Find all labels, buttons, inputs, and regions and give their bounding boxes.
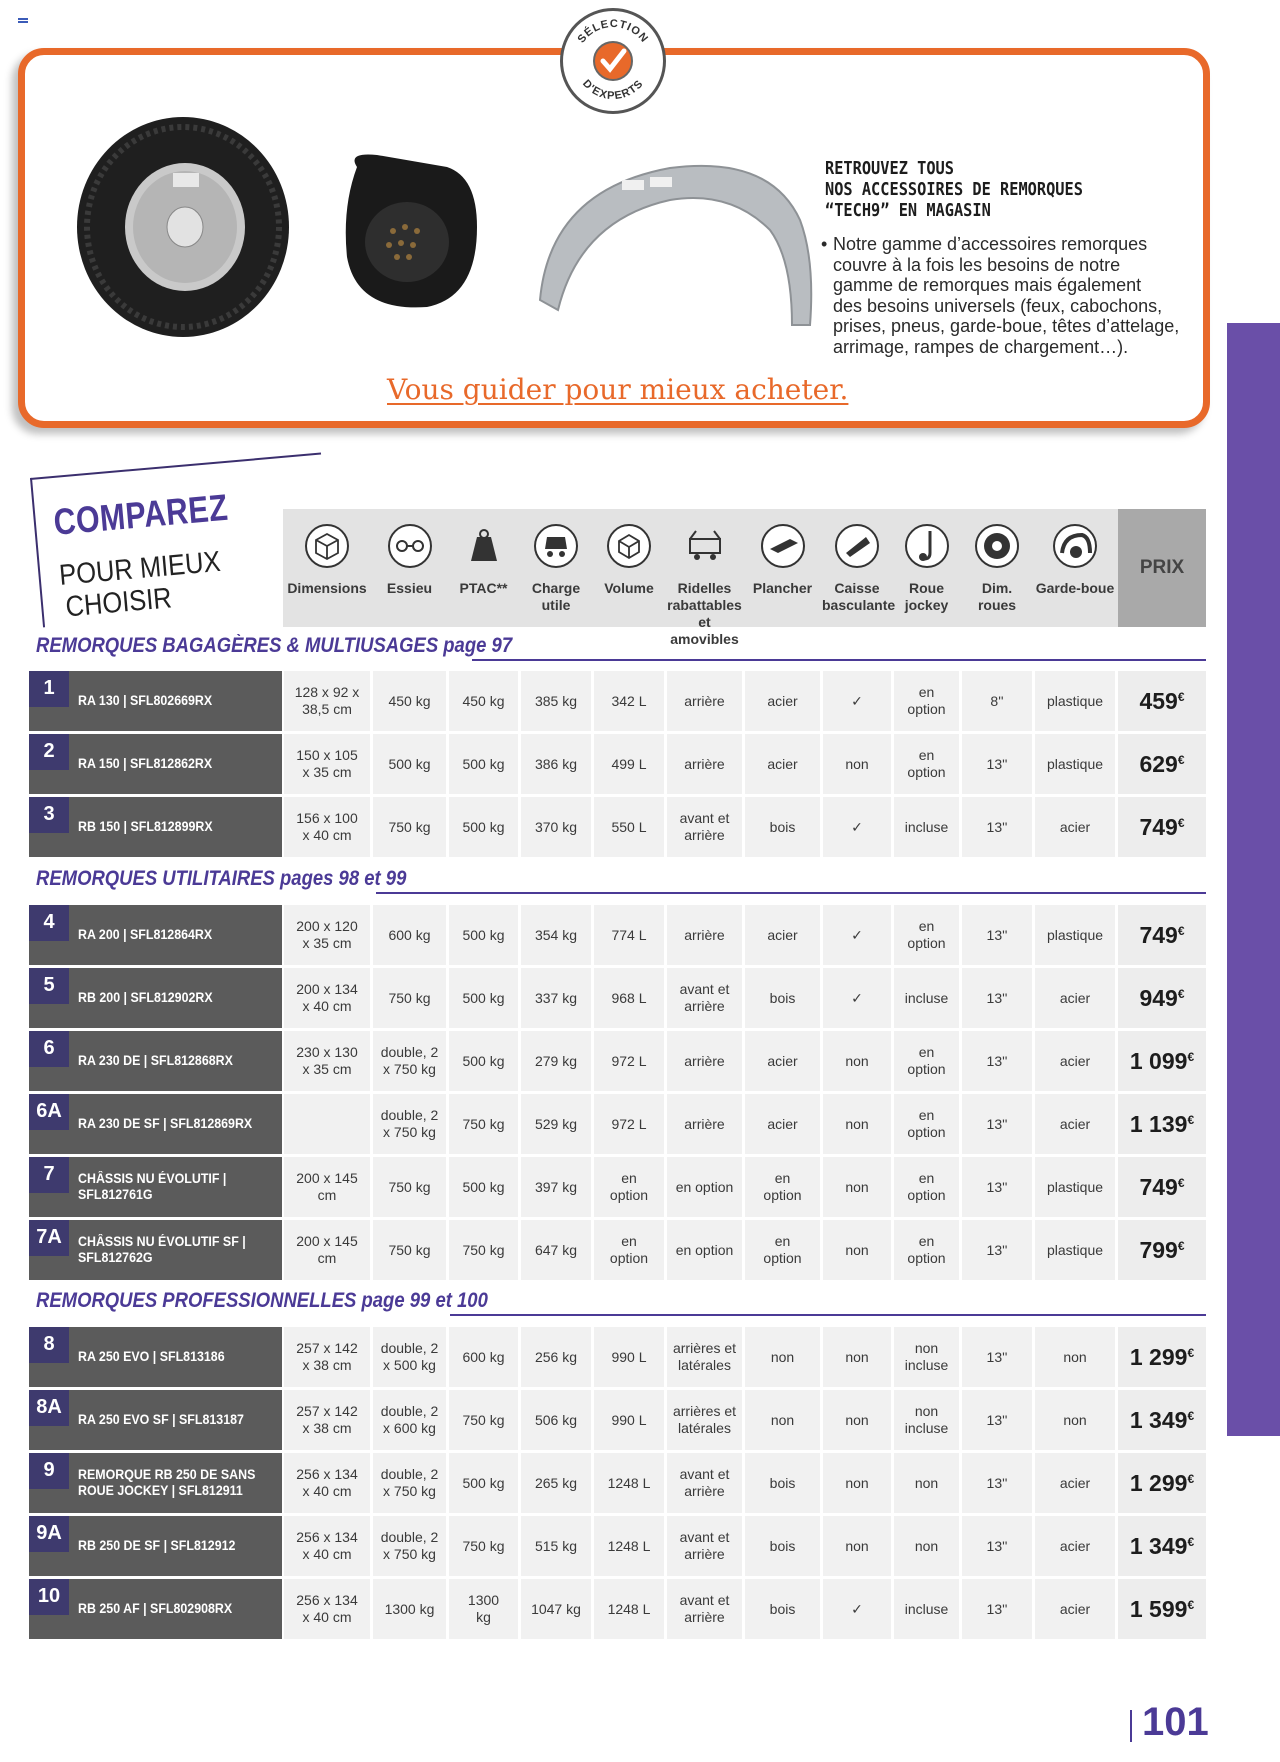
table-cell: 1248 L	[594, 1579, 664, 1639]
table-row	[29, 1516, 1206, 1576]
column-label: Roue jockey	[904, 580, 949, 613]
table-cell: 500 kg	[449, 797, 518, 857]
product-number: 2	[29, 734, 69, 770]
table-cell: double, 2 x 750 kg	[373, 1453, 446, 1513]
table-cell: acier	[745, 1031, 820, 1091]
table-cell: non	[823, 1390, 891, 1450]
product-label	[29, 797, 282, 857]
price: 749 €	[1118, 905, 1206, 965]
table-cell: non	[823, 1327, 891, 1387]
table-cell: 750 kg	[373, 797, 446, 857]
table-cell	[284, 1094, 370, 1154]
box-description: • Notre gamme d’accessoires remorques couvre à la fois les besoins de notre gamme de remorques mais également des besoins universels (feux, cabochons, prises, pneus, garde-boue, têtes d’attelage, arrimage, rampes de chargement…).	[821, 234, 1180, 357]
table-cell: incluse	[894, 968, 959, 1028]
tyre-image	[73, 115, 293, 340]
product-number: 6	[29, 1031, 69, 1067]
column-header-2	[372, 509, 447, 627]
product-number: 10	[29, 1579, 69, 1615]
table-cell: 13''	[962, 968, 1032, 1028]
table-row	[29, 1453, 1206, 1513]
table-row	[29, 1390, 1206, 1450]
table-cell: 750 kg	[373, 968, 446, 1028]
product-name: CHÂSSIS NU ÉVOLUTIF | SFL812761G	[78, 1171, 227, 1202]
table-cell: 13''	[962, 1453, 1032, 1513]
table-cell: avant et arrière	[667, 1453, 742, 1513]
price: 629 €	[1118, 734, 1206, 794]
price: 749 €	[1118, 797, 1206, 857]
side-tab-strip	[1227, 323, 1280, 1436]
product-number: 5	[29, 968, 69, 1004]
table-cell: ✓	[823, 671, 891, 731]
table-cell: 342 L	[594, 671, 664, 731]
mudguard-icon	[1052, 523, 1098, 569]
product-label	[29, 1094, 282, 1154]
table-cell: 370 kg	[521, 797, 591, 857]
table-cell: 450 kg	[449, 671, 518, 731]
product-label	[29, 1453, 282, 1513]
table-cell: en option	[745, 1220, 820, 1280]
box-title: RETROUVEZ TOUS NOS ACCESSOIRES DE REMORQUES “TECH9” EN MAGASIN	[825, 158, 1083, 221]
product-name: RA 200 | SFL812864RX	[78, 927, 213, 942]
table-cell: 257 x 142 x 38 cm	[284, 1327, 370, 1387]
table-cell: non	[823, 1094, 891, 1154]
table-cell: 600 kg	[373, 905, 446, 965]
table-cell: en option	[894, 905, 959, 965]
table-cell: 128 x 92 x 38,5 cm	[284, 671, 370, 731]
table-cell: non	[823, 1157, 891, 1217]
table-cell: 279 kg	[521, 1031, 591, 1091]
axle-icon	[387, 523, 433, 569]
table-cell: plastique	[1035, 905, 1115, 965]
product-name: REMORQUE RB 250 DE SANS ROUE JOCKEY | SFL812911	[78, 1467, 256, 1498]
table-cell: 750 kg	[449, 1390, 518, 1450]
product-name: RA 150 | SFL812862RX	[78, 756, 213, 771]
weight-icon	[461, 523, 507, 569]
table-cell: 1300 kg	[373, 1579, 446, 1639]
table-cell: avant et arrière	[667, 1579, 742, 1639]
table-cell: acier	[745, 1094, 820, 1154]
table-cell: acier	[1035, 1516, 1115, 1576]
sides-icon	[682, 523, 728, 569]
dimensions-icon	[304, 523, 350, 569]
table-cell: plastique	[1035, 734, 1115, 794]
product-number: 8	[29, 1327, 69, 1363]
price: 1 349 €	[1118, 1516, 1206, 1576]
wheel-icon	[974, 523, 1020, 569]
table-cell: acier	[745, 905, 820, 965]
table-cell: ✓	[823, 797, 891, 857]
table-cell: ✓	[823, 968, 891, 1028]
box-slogan: Vous guider pour mieux acheter.	[387, 373, 849, 406]
section-rule	[472, 659, 1206, 661]
table-cell: 230 x 130 x 35 cm	[284, 1031, 370, 1091]
table-cell: 774 L	[594, 905, 664, 965]
product-name: RA 250 EVO SF | SFL813187	[78, 1412, 244, 1427]
table-cell: 647 kg	[521, 1220, 591, 1280]
product-label	[29, 905, 282, 965]
payload-icon	[533, 523, 579, 569]
price: 1 349 €	[1118, 1390, 1206, 1450]
table-cell: double, 2 x 500 kg	[373, 1327, 446, 1387]
table-cell: 968 L	[594, 968, 664, 1028]
table-cell: 13''	[962, 1390, 1032, 1450]
product-label	[29, 1327, 282, 1387]
table-cell: 13''	[962, 905, 1032, 965]
table-cell: acier	[745, 671, 820, 731]
table-cell: 156 x 100 x 40 cm	[284, 797, 370, 857]
table-cell: 600 kg	[449, 1327, 518, 1387]
table-cell: 550 L	[594, 797, 664, 857]
table-cell: 13''	[962, 1031, 1032, 1091]
table-cell: 13''	[962, 1327, 1032, 1387]
table-cell: en option	[667, 1220, 742, 1280]
table-cell: 750 kg	[373, 1220, 446, 1280]
table-cell: bois	[745, 797, 820, 857]
table-cell: 499 L	[594, 734, 664, 794]
column-label: Dimensions	[287, 580, 367, 596]
column-label: Caisse basculante	[822, 580, 896, 613]
jockey-wheel-icon	[904, 523, 950, 569]
price: 749 €	[1118, 1157, 1206, 1217]
table-cell: arrière	[667, 734, 742, 794]
table-cell: avant et arrière	[667, 968, 742, 1028]
table-row	[29, 1157, 1206, 1217]
table-cell: 515 kg	[521, 1516, 591, 1576]
table-cell: 200 x 120 x 35 cm	[284, 905, 370, 965]
table-cell: 200 x 145 cm	[284, 1157, 370, 1217]
product-name: RB 200 | SFL812902RX	[78, 990, 213, 1005]
price: 799 €	[1118, 1220, 1206, 1280]
table-cell: en option	[594, 1157, 664, 1217]
table-cell: 972 L	[594, 1094, 664, 1154]
product-number: 7A	[29, 1220, 69, 1256]
section-title: REMORQUES UTILITAIRES pages 98 et 99	[36, 867, 407, 890]
table-cell: non	[823, 1453, 891, 1513]
table-cell: double, 2 x 750 kg	[373, 1516, 446, 1576]
table-row	[29, 1327, 1206, 1387]
table-cell: 13''	[962, 1157, 1032, 1217]
table-cell: 500 kg	[449, 734, 518, 794]
product-number: 9	[29, 1453, 69, 1489]
table-cell: arrière	[667, 1031, 742, 1091]
table-cell: 150 x 105 x 35 cm	[284, 734, 370, 794]
price: 1 599 €	[1118, 1579, 1206, 1639]
table-cell: acier	[1035, 1579, 1115, 1639]
product-number: 9A	[29, 1516, 69, 1552]
table-cell: arrière	[667, 905, 742, 965]
table-cell: plastique	[1035, 1220, 1115, 1280]
table-cell: ✓	[823, 1579, 891, 1639]
table-cell: 13''	[962, 1516, 1032, 1576]
price: 1 299 €	[1118, 1453, 1206, 1513]
table-cell: 265 kg	[521, 1453, 591, 1513]
table-row	[29, 671, 1206, 731]
table-cell: 500 kg	[449, 1031, 518, 1091]
table-cell: double, 2 x 750 kg	[373, 1031, 446, 1091]
table-cell: 972 L	[594, 1031, 664, 1091]
table-cell: 450 kg	[373, 671, 446, 731]
table-cell: 500 kg	[449, 1453, 518, 1513]
table-cell: en option	[894, 1094, 959, 1154]
table-cell: 256 x 134 x 40 cm	[284, 1579, 370, 1639]
table-cell: 257 x 142 x 38 cm	[284, 1390, 370, 1450]
table-cell: ✓	[823, 905, 891, 965]
table-cell: 1248 L	[594, 1516, 664, 1576]
price-header: PRIX	[1118, 509, 1206, 627]
table-cell: 13''	[962, 1094, 1032, 1154]
table-cell: arrière	[667, 671, 742, 731]
table-cell: non	[894, 1453, 959, 1513]
column-label: Volume	[604, 580, 654, 596]
table-cell: 500 kg	[449, 905, 518, 965]
product-label	[29, 968, 282, 1028]
table-cell: en option	[894, 671, 959, 731]
product-label	[29, 1220, 282, 1280]
table-cell: 750 kg	[373, 1157, 446, 1217]
table-cell: non	[1035, 1327, 1115, 1387]
column-header-8	[822, 509, 896, 627]
table-cell: 385 kg	[521, 671, 591, 731]
table-cell: 256 x 134 x 40 cm	[284, 1516, 370, 1576]
section-rule	[450, 1314, 1206, 1316]
price: 1 299 €	[1118, 1327, 1206, 1387]
table-cell: 1248 L	[594, 1453, 664, 1513]
table-cell: non	[894, 1516, 959, 1576]
column-header-3	[448, 509, 519, 627]
table-cell: non incluse	[894, 1327, 959, 1387]
table-cell: 750 kg	[449, 1220, 518, 1280]
table-cell: 13''	[962, 1220, 1032, 1280]
page-divider	[1130, 1710, 1132, 1742]
table-cell: acier	[1035, 797, 1115, 857]
column-header-10	[961, 509, 1033, 627]
table-cell: 1300 kg	[449, 1579, 518, 1639]
table-cell: arrières et latérales	[667, 1327, 742, 1387]
table-cell: non incluse	[894, 1390, 959, 1450]
table-cell: 13''	[962, 1579, 1032, 1639]
product-number: 3	[29, 797, 69, 833]
table-row	[29, 968, 1206, 1028]
table-cell: plastique	[1035, 1157, 1115, 1217]
column-label: PTAC**	[459, 580, 508, 596]
section-rule	[376, 892, 1206, 894]
table-row	[29, 905, 1206, 965]
table-cell: 337 kg	[521, 968, 591, 1028]
table-cell: 500 kg	[449, 1157, 518, 1217]
table-cell: bois	[745, 1516, 820, 1576]
product-name: RB 250 DE SF | SFL812912	[78, 1538, 236, 1553]
table-cell: acier	[1035, 968, 1115, 1028]
product-label	[29, 734, 282, 794]
table-cell: non	[1035, 1390, 1115, 1450]
table-cell: 8''	[962, 671, 1032, 731]
section-title: REMORQUES PROFESSIONNELLES page 99 et 100	[36, 1289, 488, 1312]
product-label	[29, 671, 282, 731]
column-label: Charge utile	[531, 580, 581, 613]
column-label: Garde-boue	[1035, 580, 1115, 596]
tipping-icon	[834, 523, 880, 569]
table-row	[29, 1220, 1206, 1280]
table-cell: 397 kg	[521, 1157, 591, 1217]
table-cell: acier	[1035, 1453, 1115, 1513]
table-cell: non	[823, 1031, 891, 1091]
product-number: 4	[29, 905, 69, 941]
product-name: RB 150 | SFL812899RX	[78, 819, 213, 834]
column-header-11	[1034, 509, 1116, 627]
table-cell: 990 L	[594, 1327, 664, 1387]
product-number: 8A	[29, 1390, 69, 1426]
table-cell: acier	[745, 734, 820, 794]
column-header-7	[744, 509, 821, 627]
mudguard-image	[530, 150, 820, 340]
table-cell: 354 kg	[521, 905, 591, 965]
table-cell: 500 kg	[449, 968, 518, 1028]
column-header-5	[593, 509, 665, 627]
badge-bottom-text: D'EXPERTS	[580, 77, 646, 103]
table-row	[29, 797, 1206, 857]
table-cell: acier	[1035, 1031, 1115, 1091]
column-label: Dim. roues	[977, 580, 1017, 613]
product-number: 7	[29, 1157, 69, 1193]
badge-top-text: SÉLECTION	[575, 17, 651, 46]
table-cell: non	[745, 1327, 820, 1387]
table-cell: 200 x 134 x 40 cm	[284, 968, 370, 1028]
product-name: RA 230 DE SF | SFL812869RX	[78, 1116, 253, 1131]
table-cell: 386 kg	[521, 734, 591, 794]
table-cell: bois	[745, 1579, 820, 1639]
volume-icon	[606, 523, 652, 569]
table-row	[29, 734, 1206, 794]
price: 949 €	[1118, 968, 1206, 1028]
page-number: 101	[1142, 1700, 1209, 1744]
table-cell: 13''	[962, 797, 1032, 857]
product-number: 6A	[29, 1094, 69, 1130]
table-cell: double, 2 x 750 kg	[373, 1094, 446, 1154]
price: 1 139 €	[1118, 1094, 1206, 1154]
price: 1 099 €	[1118, 1031, 1206, 1091]
table-cell: bois	[745, 1453, 820, 1513]
product-label	[29, 1390, 282, 1450]
table-cell: en option	[594, 1220, 664, 1280]
table-cell: non	[823, 1516, 891, 1576]
product-label	[29, 1516, 282, 1576]
expert-badge	[560, 8, 666, 114]
table-row	[29, 1094, 1206, 1154]
table-row	[29, 1579, 1206, 1639]
column-header-6	[666, 509, 743, 647]
table-cell: 1047 kg	[521, 1579, 591, 1639]
table-row	[29, 1031, 1206, 1091]
table-cell: non	[823, 1220, 891, 1280]
table-cell: incluse	[894, 797, 959, 857]
svg-text:D'EXPERTS	[580, 78, 646, 103]
floor-icon	[760, 523, 806, 569]
table-cell: 990 L	[594, 1390, 664, 1450]
product-label	[29, 1579, 282, 1639]
table-cell: 750 kg	[449, 1094, 518, 1154]
table-cell: arrières et latérales	[667, 1390, 742, 1450]
table-cell: 13''	[962, 734, 1032, 794]
product-name: CHÂSSIS NU ÉVOLUTIF SF | SFL812762G	[78, 1234, 246, 1265]
section-title: REMORQUES BAGAGÈRES & MULTIUSAGES page 97	[36, 634, 513, 657]
table-cell: 529 kg	[521, 1094, 591, 1154]
table-cell: 256 x 134 x 40 cm	[284, 1453, 370, 1513]
table-cell: 200 x 145 cm	[284, 1220, 370, 1280]
product-name: RA 130 | SFL802669RX	[78, 693, 213, 708]
column-header-9	[893, 509, 960, 627]
table-cell: bois	[745, 968, 820, 1028]
table-cell: en option	[894, 734, 959, 794]
column-label: Essieu	[386, 580, 433, 596]
product-number: 1	[29, 671, 69, 707]
table-cell: arrière	[667, 1094, 742, 1154]
table-cell: avant et arrière	[667, 1516, 742, 1576]
table-cell: en option	[667, 1157, 742, 1217]
table-cell: 750 kg	[449, 1516, 518, 1576]
product-label	[29, 1031, 282, 1091]
product-name: RB 250 AF | SFL802908RX	[78, 1601, 233, 1616]
column-label: Ridelles rabattables et amovibles	[667, 580, 742, 647]
table-cell: non	[745, 1390, 820, 1450]
table-cell: 506 kg	[521, 1390, 591, 1450]
table-cell: en option	[894, 1220, 959, 1280]
table-cell: acier	[1035, 1094, 1115, 1154]
table-cell: 256 kg	[521, 1327, 591, 1387]
table-cell: 500 kg	[373, 734, 446, 794]
table-cell: en option	[745, 1157, 820, 1217]
table-cell: incluse	[894, 1579, 959, 1639]
column-label: Plancher	[752, 580, 813, 596]
column-header-1	[283, 509, 371, 627]
compare-title: COMPAREZ	[52, 486, 230, 543]
table-cell: en option	[894, 1157, 959, 1217]
table-cell: double, 2 x 600 kg	[373, 1390, 446, 1450]
product-name: RA 230 DE | SFL812868RX	[78, 1053, 233, 1068]
table-cell: en option	[894, 1031, 959, 1091]
table-cell: non	[823, 734, 891, 794]
column-header-4	[520, 509, 592, 627]
product-label	[29, 1157, 282, 1217]
corner-mark	[18, 18, 28, 23]
price: 459 €	[1118, 671, 1206, 731]
compare-subtitle: POUR MIEUX CHOISIR	[58, 545, 222, 624]
product-name: RA 250 EVO | SFL813186	[78, 1349, 225, 1364]
table-cell: plastique	[1035, 671, 1115, 731]
table-cell: avant et arrière	[667, 797, 742, 857]
socket-image	[327, 147, 497, 322]
